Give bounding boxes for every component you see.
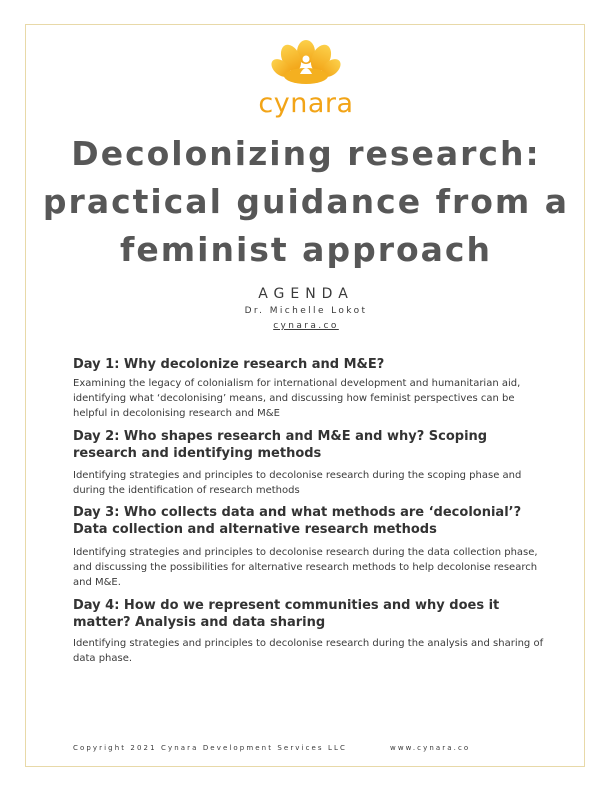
- day-4-heading: Day 4: How do we represent communities and why does it matter? Analysis and data sharing: [73, 598, 500, 630]
- brand-name: cynara: [258, 88, 354, 119]
- day-3-heading: Day 3: Who collects data and what methods are ‘decolonial’? Data collection and alternative research methods: [73, 505, 522, 537]
- lotus-icon: [256, 38, 356, 88]
- day-2-heading: Day 2: Who shapes research and M&E and why? Scoping research and identifying methods: [73, 429, 488, 461]
- footer-url[interactable]: www.cynara.co: [390, 744, 471, 752]
- footer-copyright: Copyright 2021 Cynara Development Services LLC: [73, 744, 347, 752]
- day-2-description: Identifying strategies and principles to decolonise research during the scoping phase and during the identification of research methods: [73, 470, 522, 496]
- website-link[interactable]: cynara.co: [273, 321, 339, 331]
- day-3-description: Identifying strategies and principles to decolonise research during the data collection phase, and discussing the possibilities for alternative research methods to help decolonise research and M&E.: [73, 547, 538, 588]
- day-1-heading: Day 1: Why decolonize research and M&E?: [73, 357, 385, 372]
- agenda-heading: AGENDA: [258, 286, 354, 302]
- day-4-description: Identifying strategies and principles to decolonise research during the analysis and sharing of data phase.: [73, 638, 544, 664]
- page-title: Decolonizing research: practical guidance from a feminist approach: [42, 134, 570, 269]
- day-1-description: Examining the legacy of colonialism for international development and humanitarian aid, identifying what ‘decolonising’ means, and discussing how feminist perspectives can be helpful in decolonising research and M&E: [73, 378, 521, 419]
- author-name: Dr. Michelle Lokot: [244, 306, 368, 316]
- logo: [256, 38, 356, 123]
